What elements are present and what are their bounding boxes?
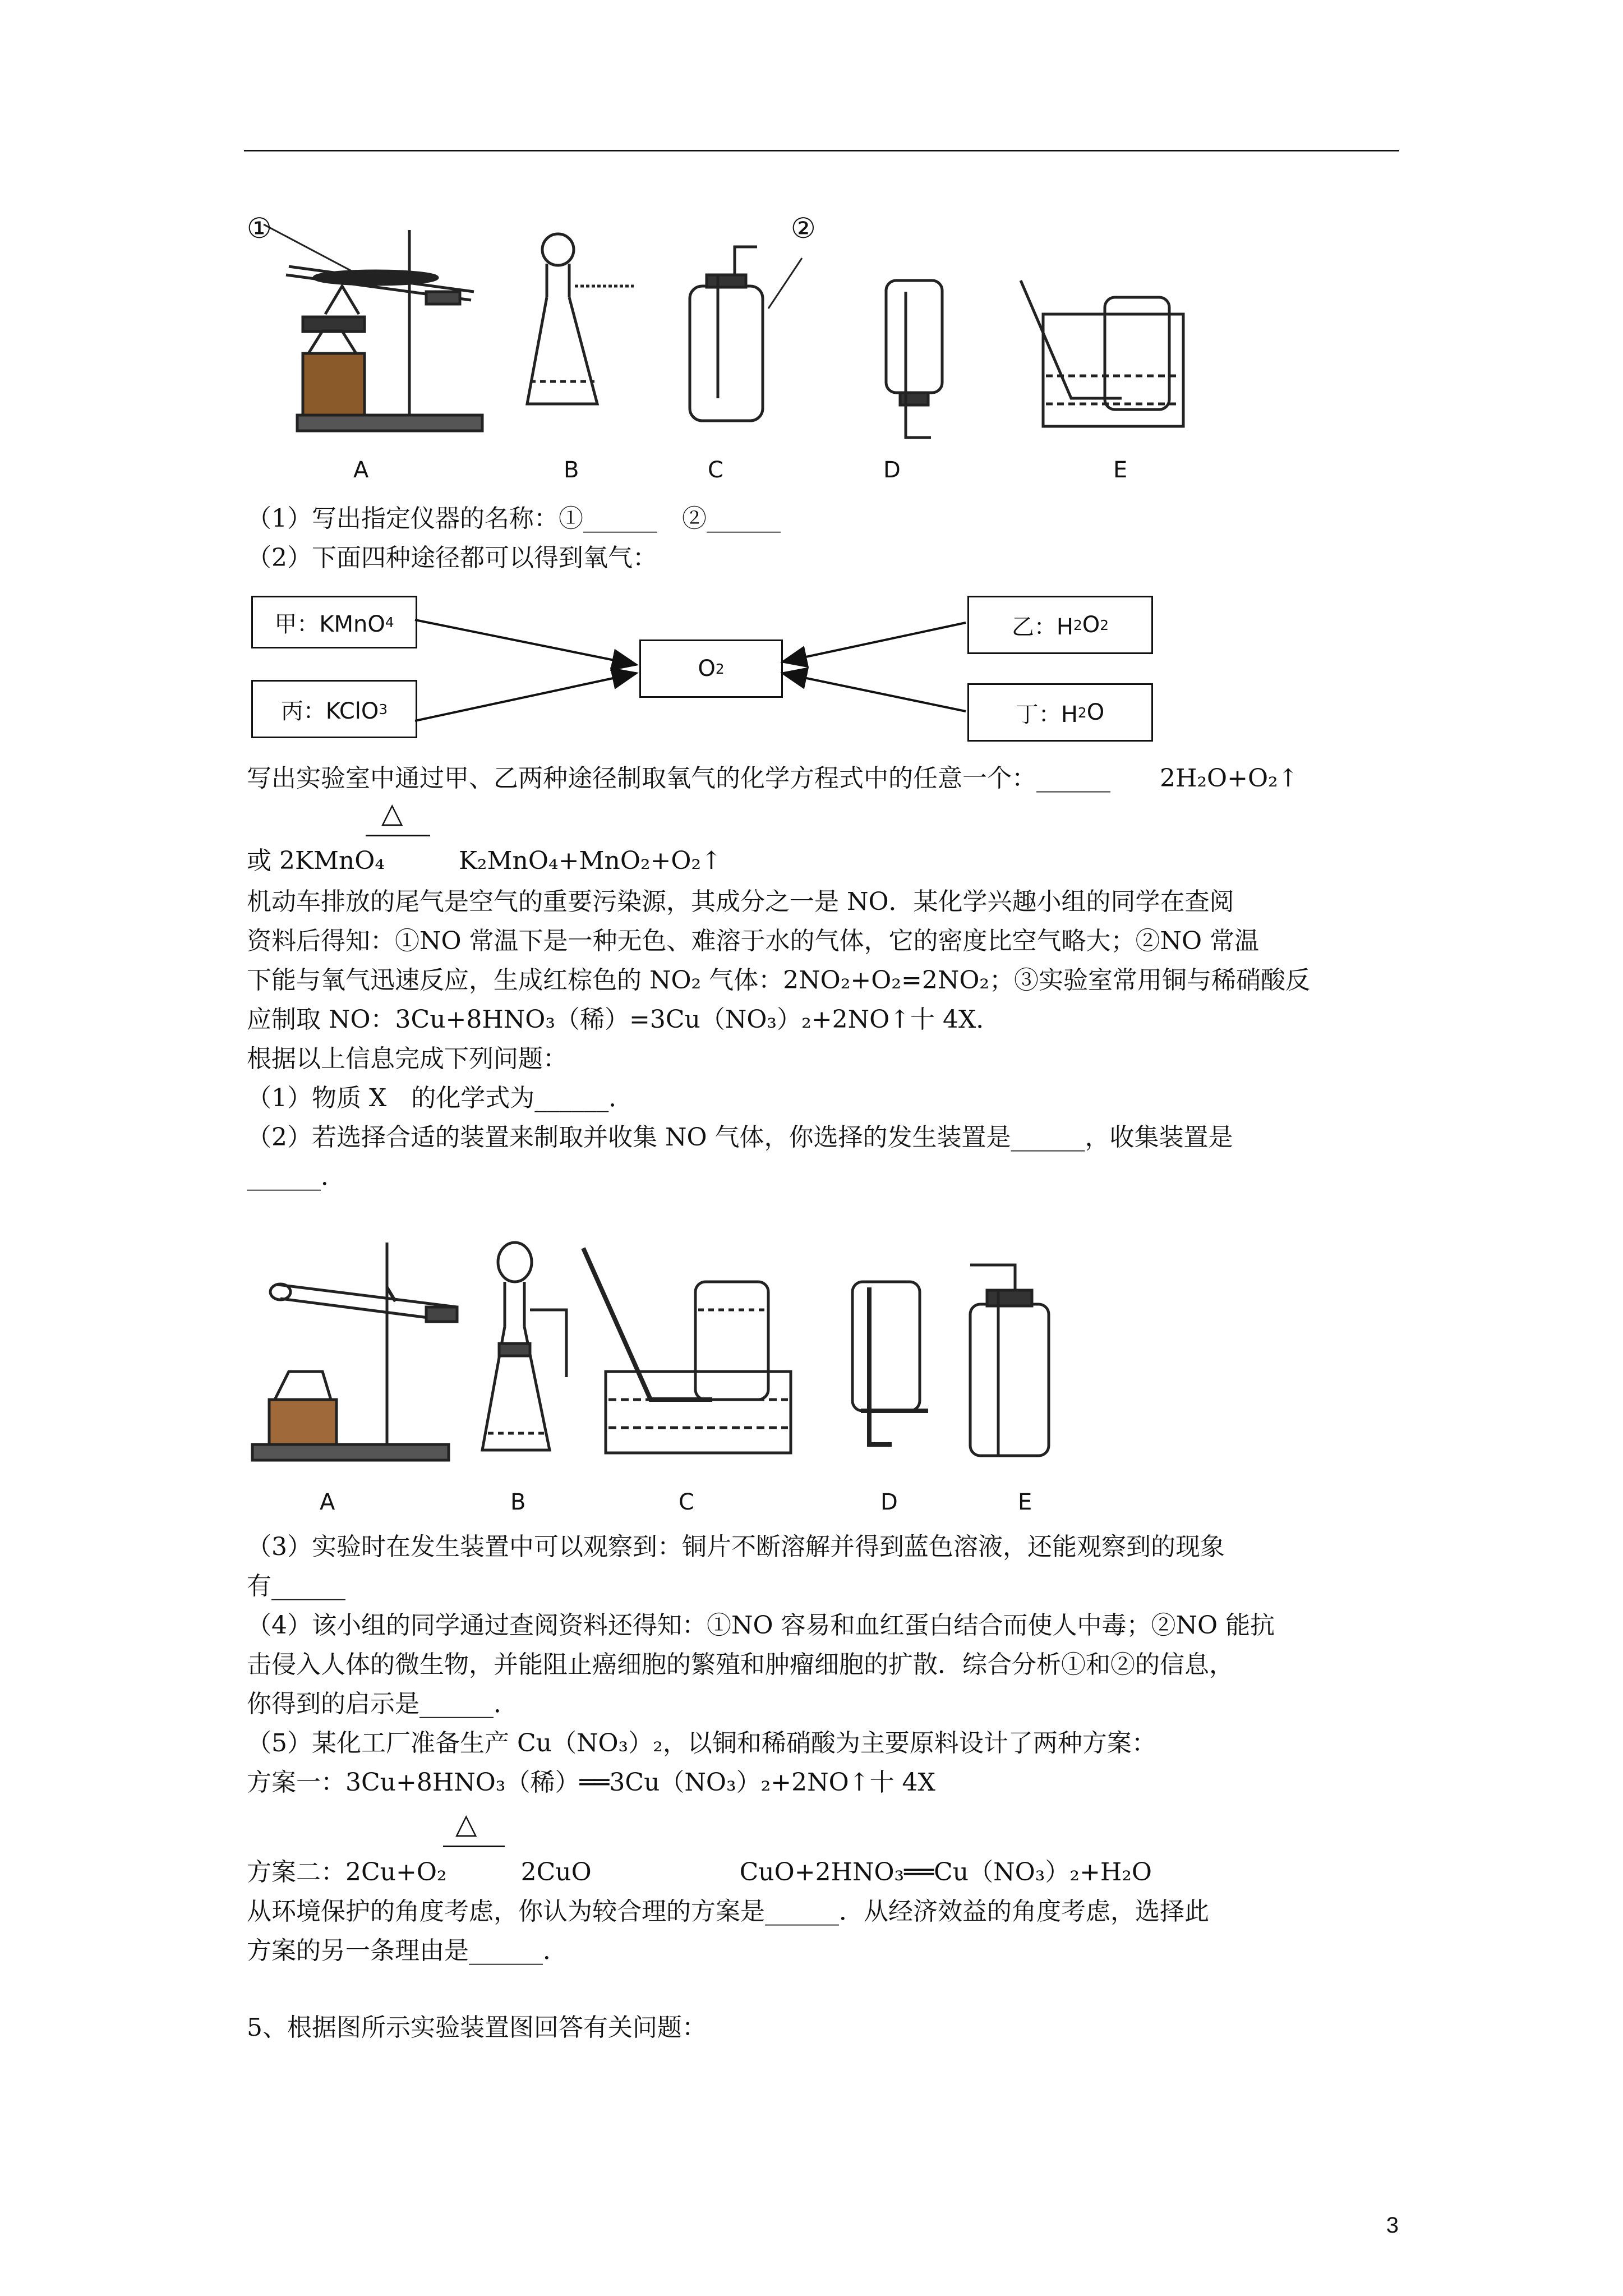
- pathway-center-text: O: [698, 656, 716, 682]
- question-2-device-1: （2）若选择合适的装置来制取并收集 NO 气体，你选择的发生装置是______，收集装置是: [247, 1123, 1233, 1152]
- figure-1-marker-2: ②: [791, 212, 816, 245]
- figure-1-label-e: E: [1113, 457, 1128, 483]
- passage-line-4: 应制取 NO：3Cu+8HNO₃（稀）=3Cu（NO₃）₂+2NO↑十 4X．: [247, 1005, 1001, 1034]
- equation-prompt-text: 写出实验室中通过甲、乙两种途径制取氧气的化学方程式中的任意一个：: [247, 764, 1036, 793]
- pathway-bing-sub: 3: [379, 701, 388, 717]
- plan-one: 方案一：3Cu+8HNO₃（稀）══3Cu（NO₃）₂+2NO↑十 4X: [247, 1768, 935, 1797]
- figure-1-label-d: D: [883, 457, 901, 483]
- page-number: 3: [1386, 2213, 1399, 2238]
- question-3-line-1: （3）实验时在发生装置中可以观察到：铜片不断溶解并得到蓝色溶液，还能观察到的现象: [247, 1533, 1225, 1561]
- pathway-arrows: [0, 0, 1623, 785]
- plan-two: 方案二：2Cu+O₂ 2CuO CuO+2HNO₃══Cu（NO₃）₂+H₂O: [247, 1858, 1152, 1887]
- heat-delta-2: △: [455, 1807, 477, 1840]
- pathway-ding-end: O: [1086, 700, 1105, 725]
- passage-line-1: 机动车排放的尾气是空气的重要污染源，其成分之一是 NO．某化学兴趣小组的同学在查阅: [247, 887, 1234, 916]
- pathway-yi-sub2: 2: [1100, 616, 1109, 633]
- figure-2-label-c: C: [679, 1489, 694, 1515]
- question-5-answer-2: 方案的另一条理由是______．: [247, 1936, 568, 1965]
- question-5-answer-1: 从环境保护的角度考虑，你认为较合理的方案是______．从经济效益的角度考虑，选择此: [247, 1897, 1209, 1926]
- question-2-device-2: ______．: [247, 1162, 345, 1191]
- question-1-x: （1）物质 X 的化学式为______．: [247, 1084, 634, 1112]
- figure-2-label-a: A: [320, 1489, 335, 1515]
- question-1-instrument: （1）写出指定仪器的名称：①______ ②______: [247, 504, 781, 533]
- question-4-line-1: （4）该小组的同学通过查阅资料还得知：①NO 容易和血红蛋白结合而使人中毒；②NO 能抗: [247, 1611, 1275, 1640]
- heat-bar-2: [443, 1846, 505, 1847]
- figure-2-label-d: D: [880, 1489, 898, 1515]
- question-3-line-2: 有______: [247, 1572, 345, 1600]
- figure-2-label-b: B: [510, 1489, 526, 1515]
- figure-1-label-b: B: [564, 457, 579, 483]
- instruction: 根据以上信息完成下列问题：: [247, 1045, 568, 1073]
- figure-2-apparatus: [247, 1231, 1088, 1489]
- figure-1-label-c: C: [708, 457, 723, 483]
- equation-prompt-tail: ______ 2H₂O+O₂↑: [1036, 764, 1299, 793]
- heat-bar-1: [366, 835, 430, 836]
- pathway-yi-mid: O: [1082, 612, 1100, 638]
- question-4-line-3: 你得到的启示是______．: [247, 1690, 518, 1718]
- apparatus-drawing-2: [247, 1231, 1088, 1489]
- passage-line-3: 下能与氧气迅速反应，生成红棕色的 NO₂ 气体：2NO₂+O₂=2NO₂；③实验室常用铜与稀硝酸反: [247, 966, 1311, 995]
- pathway-ding-sub: 2: [1077, 704, 1087, 721]
- question-5-title: 5、根据图所示实验装置图回答有关问题：: [247, 2013, 707, 2042]
- pathway-center-sub: 2: [715, 660, 725, 677]
- figure-1-marker-1: ①: [247, 212, 272, 245]
- pathway-bing-text: 丙：KClO: [280, 698, 379, 724]
- pathway-yi-sub1: 2: [1073, 616, 1082, 633]
- heat-delta-1: △: [381, 797, 403, 829]
- pathway-jia-sub: 4: [385, 614, 394, 631]
- pathway-yi-text: 乙：H: [1011, 614, 1074, 640]
- question-5-line-1: （5）某化工厂准备生产 Cu（NO₃）₂，以铜和稀硝酸为主要原料设计了两种方案：: [247, 1729, 1156, 1757]
- equation-prompt: [247, 762, 1299, 795]
- question-4-line-2: 击侵入人体的微生物，并能阻止癌细胞的繁殖和肿瘤细胞的扩散．综合分析①和②的信息，: [247, 1650, 1234, 1679]
- equation-kmno4: 或 2KMnO₄ K₂MnO₄+MnO₂+O₂↑: [247, 846, 722, 875]
- pathway-jia-text: 甲：KMnO: [274, 611, 385, 637]
- figure-2-label-e: E: [1018, 1489, 1032, 1515]
- figure-1-label-a: A: [353, 457, 369, 483]
- passage-line-2: 资料后得知：①NO 常温下是一种无色、难溶于水的气体，它的密度比空气略大；②NO 常温: [247, 927, 1260, 955]
- question-2-intro: （2）下面四种途径都可以得到氧气：: [247, 544, 657, 572]
- pathway-ding-text: 丁：H: [1016, 701, 1078, 728]
